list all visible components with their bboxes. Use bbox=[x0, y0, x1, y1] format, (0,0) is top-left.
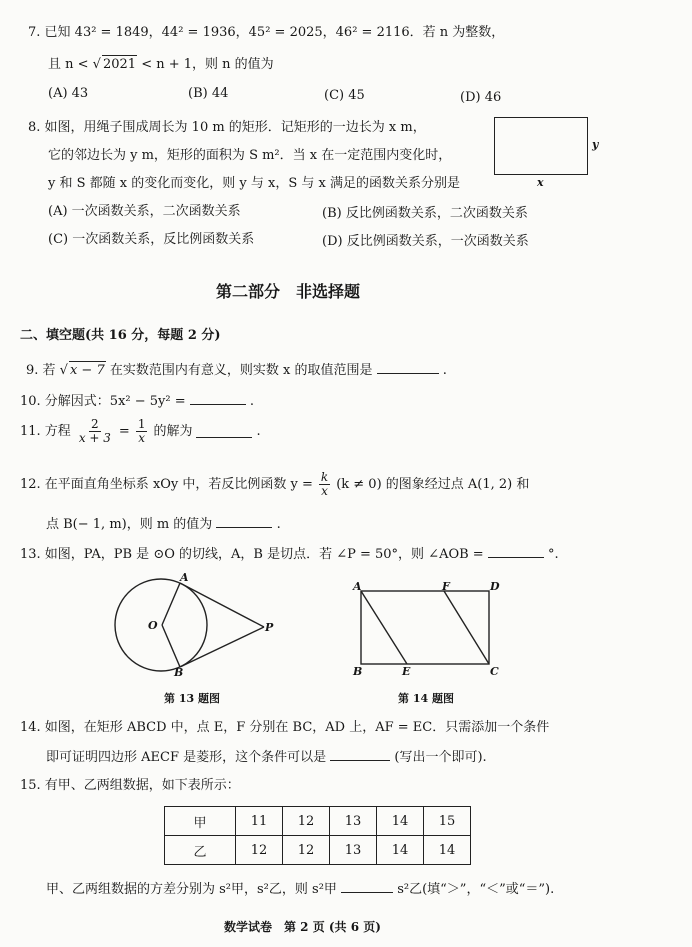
q14-line2-pre: 即可证明四边形 AECF 是菱形，这个条件可以是 bbox=[46, 750, 327, 765]
fig13-circle-tangent-figure bbox=[100, 568, 290, 680]
q7-line2-post: < n + 1，则 n 的值为 bbox=[141, 57, 274, 72]
table-cell: 14 bbox=[377, 807, 424, 836]
q11-post: 的解为 bbox=[153, 424, 193, 439]
q12-pre: 12. 在平面直角坐标系 xOy 中，若反比例函数 y = bbox=[20, 477, 313, 492]
q9-radicand: x − 7 bbox=[69, 363, 105, 378]
fig13-label-o: O bbox=[148, 619, 158, 632]
q8-rectangle-figure bbox=[494, 117, 588, 175]
q11-fraction-right bbox=[136, 418, 148, 445]
q14-answer-blank[interactable] bbox=[330, 748, 390, 761]
q11-den2: x bbox=[138, 431, 146, 445]
page-footer: 数学试卷 第 2 页 (共 6 页) bbox=[224, 920, 381, 934]
q14-line2-post: (写出一个即可). bbox=[394, 750, 487, 765]
q8-line1: 8. 如图，用绳子围成周长为 10 m 的矩形．记矩形的一边长为 x m， bbox=[28, 120, 426, 135]
q7-option-c: (C) 45 bbox=[324, 88, 365, 103]
q13-answer-blank[interactable] bbox=[488, 545, 544, 558]
q10-line bbox=[20, 392, 254, 410]
q11-equals: = bbox=[118, 424, 130, 439]
table-cell: 13 bbox=[330, 807, 377, 836]
table-cell: 12 bbox=[283, 807, 330, 836]
q12-den: x bbox=[321, 484, 328, 498]
q13-end: °. bbox=[547, 547, 559, 562]
q9-post: 在实数范围内有意义，则实数 x 的取值范围是 bbox=[109, 363, 373, 378]
table-cell: 11 bbox=[236, 807, 283, 836]
table-row-label: 乙 bbox=[165, 836, 236, 865]
q9-answer-blank[interactable] bbox=[377, 361, 439, 374]
fig13-caption: 第 13 题图 bbox=[164, 692, 220, 705]
q8-option-b: (B) 反比例函数关系，二次函数关系 bbox=[322, 206, 528, 221]
q11-num1: 2 bbox=[91, 417, 99, 431]
fig14-label-e: E bbox=[402, 665, 411, 678]
q14-line2 bbox=[46, 748, 487, 766]
q9-pre: 9. 若 bbox=[26, 363, 56, 378]
q8-line2: 它的邻边长为 y m，矩形的面积为 S m²．当 x 在一定范围内变化时， bbox=[48, 148, 452, 163]
q11-answer-blank[interactable] bbox=[196, 425, 252, 438]
fig14-label-a: A bbox=[353, 580, 362, 593]
part2-title: 第二部分 非选择题 bbox=[216, 282, 361, 301]
q11-num2: 1 bbox=[137, 417, 146, 431]
q7-radicand: 2021 bbox=[102, 57, 137, 72]
q15-data-table bbox=[164, 806, 471, 865]
q12-fraction bbox=[319, 471, 330, 498]
fig13-label-a: A bbox=[180, 571, 189, 584]
q12-line1 bbox=[20, 471, 529, 498]
fig14-label-b: B bbox=[353, 665, 363, 678]
q15-line2 bbox=[46, 880, 554, 898]
q7-option-d: (D) 46 bbox=[460, 90, 502, 105]
q13-text: 13. 如图，PA，PB 是 ⊙O 的切线，A，B 是切点．若 ∠P = 50°，则 ∠AOB = bbox=[20, 547, 484, 562]
fig13-label-p: P bbox=[265, 621, 274, 634]
q12-answer-blank[interactable] bbox=[216, 515, 272, 528]
q11-fraction-left bbox=[77, 418, 113, 445]
q7-line1: 7. 已知 43² = 1849，44² = 1936，45² = 2025，46² = 2116．若 n 为整数， bbox=[28, 25, 505, 40]
q11-line bbox=[20, 418, 261, 445]
table-cell: 15 bbox=[424, 807, 471, 836]
fig13-label-b: B bbox=[174, 666, 184, 679]
q15-line1: 15. 有甲、乙两组数据，如下表所示： bbox=[20, 778, 240, 793]
q8-option-c: (C) 一次函数关系，反比例函数关系 bbox=[48, 232, 255, 247]
table-row-label: 甲 bbox=[165, 807, 236, 836]
q10-text: 10. 分解因式：5x² − 5y² = bbox=[20, 394, 186, 409]
q12-num: k bbox=[320, 470, 329, 484]
q13-line bbox=[20, 545, 559, 563]
q8-fig-y-label: y bbox=[592, 138, 599, 151]
fig14-caption: 第 14 题图 bbox=[398, 692, 454, 705]
q11-pre: 11. 方程 bbox=[20, 424, 71, 439]
table-cell: 12 bbox=[236, 836, 283, 865]
q7-line2: 且 n < √ 2021 < n + 1，则 n 的值为 bbox=[48, 57, 274, 72]
q12-end: . bbox=[276, 517, 281, 532]
q7-line2-pre: 且 n < bbox=[48, 57, 89, 72]
q15-answer-blank[interactable] bbox=[341, 880, 393, 893]
section-heading-fill-in: 二、填空题(共 16 分，每题 2 分) bbox=[20, 328, 221, 343]
fig14-label-d: D bbox=[490, 580, 500, 593]
q12-post: (k ≠ 0) 的图象经过点 A(1, 2) 和 bbox=[336, 477, 530, 492]
table-row bbox=[165, 836, 471, 865]
q9-line: 9. 若 √ x − 7 在实数范围内有意义，则实数 x 的取值范围是 . bbox=[26, 363, 447, 378]
q15-line2-pre: 甲、乙两组数据的方差分别为 s²甲，s²乙，则 s²甲 bbox=[46, 882, 337, 897]
q12-line2-text: 点 B(− 1, m)，则 m 的值为 bbox=[46, 517, 213, 532]
q11-end: . bbox=[256, 424, 261, 439]
q11-den1: x + 3 bbox=[78, 431, 111, 445]
fig14-label-c: C bbox=[490, 665, 499, 678]
table-cell: 14 bbox=[424, 836, 471, 865]
q15-line2-post: s²乙(填“＞”，“＜”或“＝”). bbox=[397, 882, 555, 897]
q8-option-a: (A) 一次函数关系，二次函数关系 bbox=[48, 204, 241, 219]
q14-line1: 14. 如图，在矩形 ABCD 中，点 E，F 分别在 BC，AD 上，AF = EC．只需添加一个条件 bbox=[20, 720, 550, 735]
table-row bbox=[165, 807, 471, 836]
q10-answer-blank[interactable] bbox=[190, 392, 246, 405]
q8-fig-x-label: x bbox=[537, 176, 544, 189]
q9-end: . bbox=[442, 363, 447, 378]
fig14-rectangle-figure bbox=[350, 585, 500, 670]
fig14-label-f: F bbox=[442, 580, 450, 593]
table-cell: 12 bbox=[283, 836, 330, 865]
q10-end: . bbox=[249, 394, 255, 409]
table-cell: 13 bbox=[330, 836, 377, 865]
table-cell: 14 bbox=[377, 836, 424, 865]
q8-option-d: (D) 反比例函数关系，一次函数关系 bbox=[322, 234, 529, 249]
q7-option-b: (B) 44 bbox=[188, 86, 229, 101]
q7-option-a: (A) 43 bbox=[48, 86, 89, 101]
q12-line2 bbox=[46, 515, 281, 533]
q8-line3: y 和 S 都随 x 的变化而变化，则 y 与 x，S 与 x 满足的函数关系分别是 bbox=[48, 176, 460, 191]
